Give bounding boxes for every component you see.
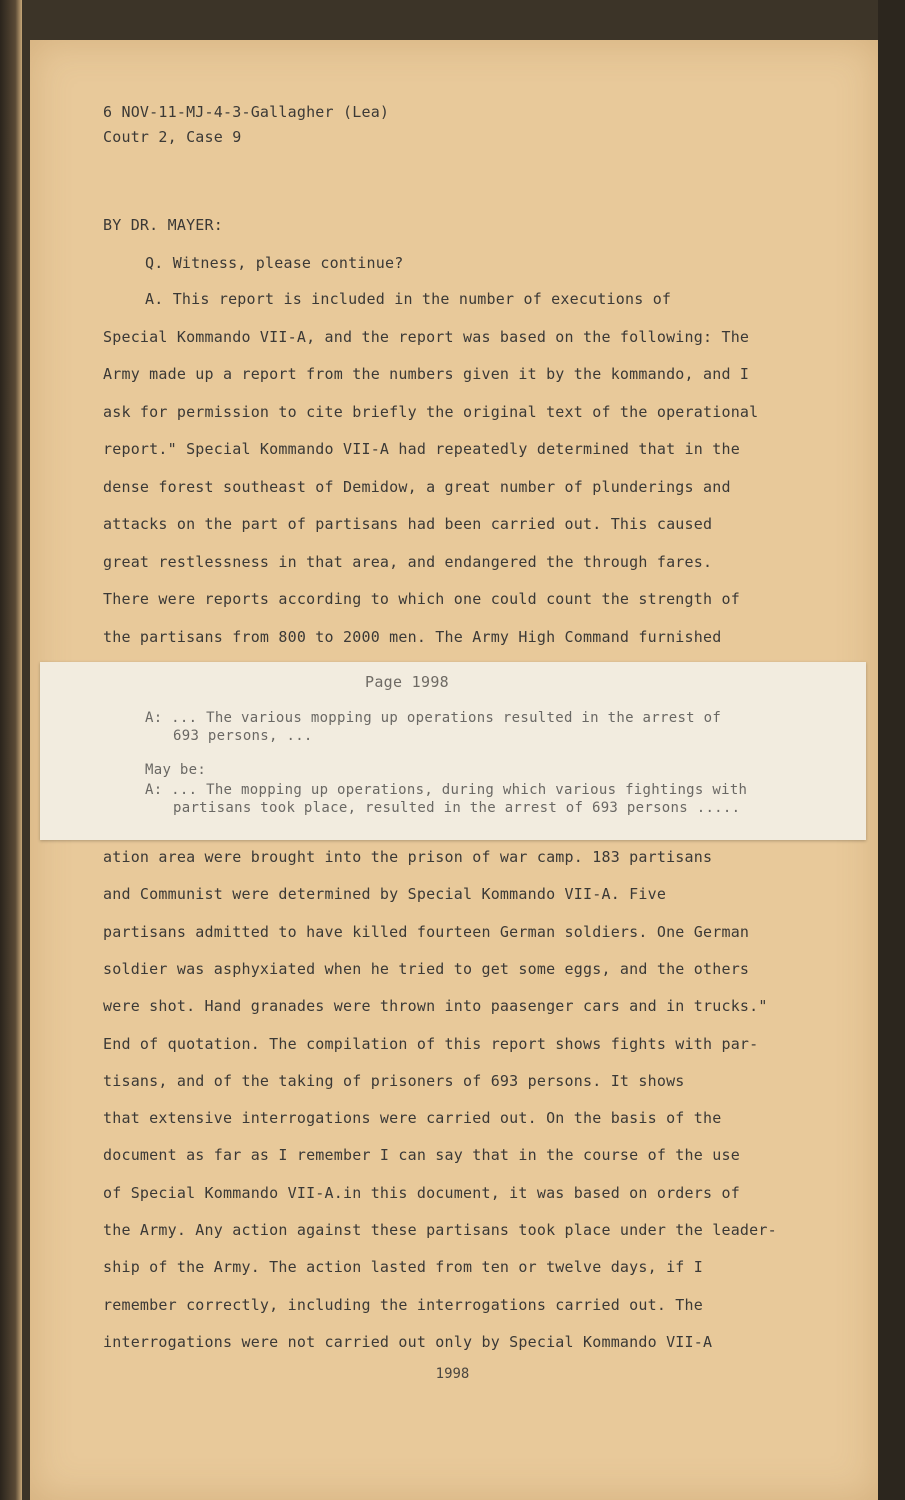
answer-line: dense forest southeast of Demidow, a great number of plunderings and <box>103 478 731 496</box>
body-line: document as far as I remember I can say that in the course of the use <box>103 1146 740 1164</box>
answer-line: Special Kommando VII-A, and the report was based on the following: The <box>103 328 750 346</box>
slip-may-be: May be: <box>145 762 207 778</box>
body-line: tisans, and of the taking of prisoners of 693 persons. It shows <box>103 1072 685 1090</box>
body-line: soldier was asphyxiated when he tried to get some eggs, and the others <box>103 960 750 978</box>
answer-line: the partisans from 800 to 2000 men. The Army High Command furnished <box>103 628 722 646</box>
question-line: Q. Witness, please continue? <box>145 254 404 272</box>
slip-line-1: A: ... The various mopping up operations resulted in the arrest of <box>145 710 722 726</box>
answer-line: ask for permission to cite briefly the original text of the operational <box>103 403 759 421</box>
body-line: ship of the Army. The action lasted from ten or twelve days, if I <box>103 1258 703 1276</box>
body-line: interrogations were not carried out only by Special Kommando VII-A <box>103 1333 713 1351</box>
answer-line: A. This report is included in the number of executions of <box>145 290 672 308</box>
answer-line: Army made up a report from the numbers given it by the kommando, and I <box>103 365 750 383</box>
answer-line: There were reports according to which one could count the strength of <box>103 590 740 608</box>
body-line: and Communist were determined by Special Kommando VII-A. Five <box>103 885 667 903</box>
header-line-2: Coutr 2, Case 9 <box>103 128 242 146</box>
answer-line: attacks on the part of partisans had been carried out. This caused <box>103 515 713 533</box>
slip-line-4: partisans took place, resulted in the arrest of 693 persons ..... <box>173 800 741 816</box>
slip-line-2: 693 persons, ... <box>173 728 313 744</box>
slip-line-3: A: ... The mopping up operations, during which various fightings with <box>145 782 748 798</box>
correction-slip <box>40 662 866 840</box>
body-line: the Army. Any action against these partisans took place under the leader- <box>103 1221 777 1239</box>
slip-page-label: Page 1998 <box>365 673 449 691</box>
body-line: that extensive interrogations were carried out. On the basis of the <box>103 1109 722 1127</box>
answer-line: great restlessness in that area, and endangered the through fares. <box>103 553 713 571</box>
binding-edge <box>0 0 22 1500</box>
body-line: remember correctly, including the interrogations carried out. The <box>103 1296 703 1314</box>
examiner-heading: BY DR. MAYER: <box>103 216 223 234</box>
body-line: of Special Kommando VII-A.in this document, it was based on orders of <box>103 1184 740 1202</box>
header-line-1: 6 NOV-11-MJ-4-3-Gallagher (Lea) <box>103 103 390 121</box>
answer-line: report." Special Kommando VII-A had repeatedly determined that in the <box>103 440 740 458</box>
body-line: partisans admitted to have killed fourteen German soldiers. One German <box>103 923 750 941</box>
page-edge-shadow <box>878 0 905 1500</box>
body-line: End of quotation. The compilation of this report shows fights with par- <box>103 1035 759 1053</box>
body-line: were shot. Hand granades were thrown into paasenger cars and in trucks." <box>103 997 768 1015</box>
body-line: ation area were brought into the prison of war camp. 183 partisans <box>103 848 713 866</box>
page-number: 1998 <box>435 1366 470 1382</box>
